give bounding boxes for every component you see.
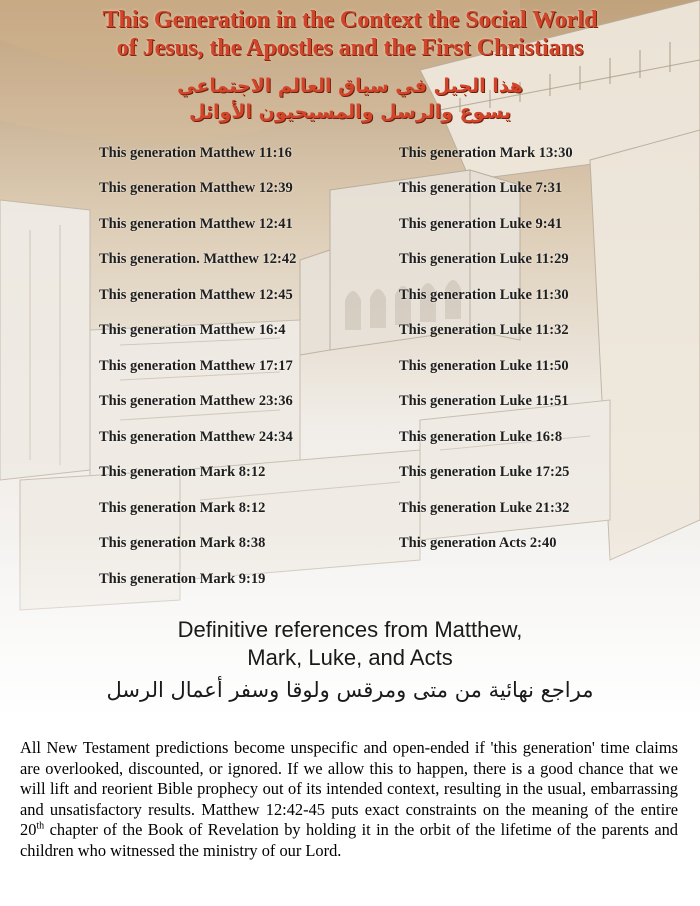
- reference-item: This generation Mark 9:19: [99, 571, 266, 587]
- title-english-line-2: of Jesus, the Apostles and the First Christians: [116, 35, 584, 61]
- reference-item: This generation Luke 11:32: [399, 322, 569, 338]
- reference-item: This generation Matthew 16:4: [99, 322, 286, 338]
- reference-item: This generation Luke 11:30: [399, 287, 569, 303]
- title-arabic-line-2: يسوع والرسل والمسيحيون الأوائل: [188, 101, 512, 123]
- reference-item: This generation Luke 9:41: [399, 216, 563, 232]
- reference-item: This generation Mark 8:12: [99, 500, 266, 516]
- reference-item: This generation Matthew 12:45: [99, 287, 293, 303]
- reference-item: This generation Luke 11:29: [399, 251, 569, 267]
- reference-item: This generation Matthew 12:41: [99, 216, 293, 232]
- reference-item: This generation Mark 8:12: [99, 464, 266, 480]
- reference-item: This generation Luke 11:50: [399, 358, 569, 374]
- reference-item: This generation Luke 17:25: [399, 464, 570, 480]
- reference-item: This generation. Matthew 12:42: [99, 251, 297, 267]
- caption-english-line-1: Definitive references from Matthew,: [177, 617, 523, 642]
- body-paragraph: [20, 738, 678, 861]
- caption-english: [0, 616, 700, 672]
- title-english-line-1: This Generation in the Context the Social World: [102, 7, 598, 33]
- reference-item: This generation Acts 2:40: [399, 535, 557, 551]
- title-english: [0, 6, 700, 62]
- title-arabic: [0, 73, 700, 125]
- reference-item: This generation Matthew 23:36: [99, 393, 293, 409]
- reference-item: This generation Mark 8:38: [99, 535, 266, 551]
- reference-item: This generation Matthew 11:16: [99, 145, 292, 161]
- body-text-part-1: All New Testament predictions become unspecific and open-ended if 'this generation' time claims are overlooked, discounted, or ignored. If we allow this to happen, there is a good chance that we will lift and reorient Bible prophecy out of its intended context, resulting in the usual, embarrassing and unsatisfactory results. Matthew 12:42-45 puts exact constraints on the meaning of the entire 20: [20, 738, 678, 839]
- reference-item: This generation Matthew 24:34: [99, 429, 293, 445]
- reference-item: This generation Matthew 12:39: [99, 180, 293, 196]
- body-text-superscript: th: [36, 820, 45, 832]
- caption-english-line-2: Mark, Luke, and Acts: [247, 645, 453, 670]
- reference-item: This generation Luke 16:8: [399, 429, 563, 445]
- reference-item: This generation Luke 21:32: [399, 500, 570, 516]
- reference-item: This generation Luke 7:31: [399, 180, 563, 196]
- reference-item: This generation Matthew 17:17: [99, 358, 293, 374]
- body-text-part-2: chapter of the Book of Revelation by holding it in the orbit of the lifetime of the parents and children who witnessed the ministry of our Lord.: [20, 820, 678, 860]
- reference-item: This generation Luke 11:51: [399, 393, 569, 409]
- title-arabic-line-1: هذا الجيل في سياق العالم الاجتماعي: [177, 75, 523, 97]
- reference-item: This generation Mark 13:30: [399, 145, 573, 161]
- caption-arabic: مراجع نهائية من متى ومرقس ولوقا وسفر أعمال الرسل: [106, 678, 594, 702]
